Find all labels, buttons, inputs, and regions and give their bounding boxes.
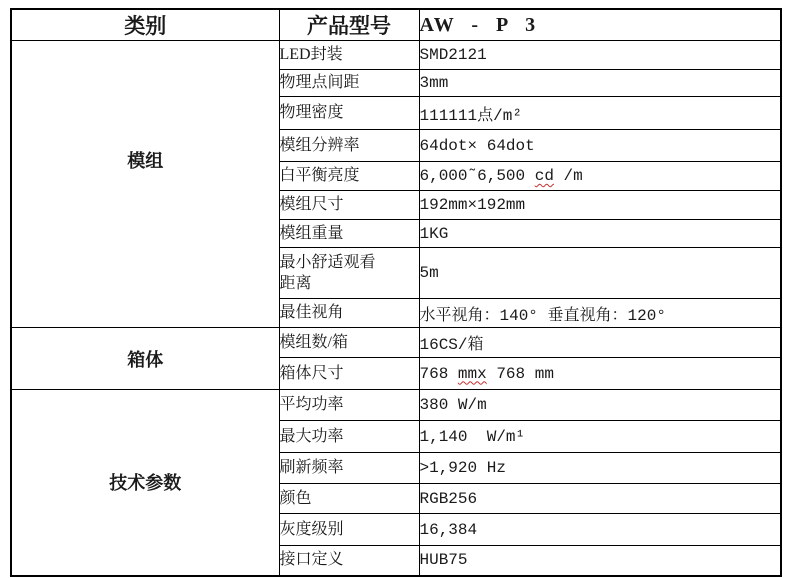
category-label: 模组 bbox=[127, 151, 164, 171]
category-label: 技术参数 bbox=[109, 473, 182, 494]
spec-label: 模组数/箱 bbox=[279, 328, 419, 358]
header-product-model: 产品型号 bbox=[279, 9, 419, 41]
spec-label: 模组重量 bbox=[279, 220, 419, 248]
spec-table bbox=[10, 8, 782, 577]
spellcheck-underlined-text: mmx bbox=[457, 364, 487, 383]
spec-value: 111111点/m² bbox=[419, 97, 781, 130]
category-cell-tech-params bbox=[11, 390, 279, 576]
spec-value: 3mm bbox=[419, 70, 781, 97]
label-text: 最小舒适观看距离 bbox=[279, 254, 376, 292]
category-cell-cabinet bbox=[11, 328, 279, 390]
value-text: 768 mm bbox=[486, 364, 554, 383]
spec-label: 箱体尺寸 bbox=[279, 358, 419, 390]
header-category: 类别 bbox=[11, 9, 279, 41]
spec-label: 平均功率 bbox=[279, 390, 419, 421]
spec-label: 白平衡亮度 bbox=[279, 162, 419, 191]
spec-label bbox=[279, 248, 419, 299]
spec-label: 颜色 bbox=[279, 484, 419, 514]
spec-value: 64dot× 64dot bbox=[419, 130, 781, 162]
spec-value bbox=[419, 358, 781, 390]
spec-label: 最佳视角 bbox=[279, 299, 419, 328]
category-label: 箱体 bbox=[127, 349, 164, 370]
spec-value: RGB256 bbox=[419, 484, 781, 514]
spec-value: 1,140 W/m¹ bbox=[419, 421, 781, 453]
spec-value: 水平视角：140° 垂直视角：120° bbox=[419, 299, 781, 328]
header-row bbox=[11, 9, 781, 41]
spec-value: 192mm×192mm bbox=[419, 191, 781, 220]
spellcheck-underlined-text: cd bbox=[534, 167, 554, 185]
spec-value: 5m bbox=[419, 248, 781, 299]
spec-label: 模组分辨率 bbox=[279, 130, 419, 162]
spec-label: 物理密度 bbox=[279, 97, 419, 130]
table-row bbox=[11, 390, 781, 421]
value-text: 768 bbox=[419, 364, 458, 383]
spec-value: HUB75 bbox=[419, 546, 781, 576]
spec-label: 接口定义 bbox=[279, 546, 419, 576]
spec-value: 1KG bbox=[419, 220, 781, 248]
spec-value: 16,384 bbox=[419, 514, 781, 546]
value-text: /m bbox=[553, 167, 583, 185]
header-model-value: AW - P 3 bbox=[419, 9, 781, 41]
spec-value: >1,920 Hz bbox=[419, 453, 781, 484]
spec-label: 最大功率 bbox=[279, 421, 419, 453]
spec-value bbox=[419, 162, 781, 191]
spec-value: SMD2121 bbox=[419, 41, 781, 70]
spec-label: 模组尺寸 bbox=[279, 191, 419, 220]
spec-label: 物理点间距 bbox=[279, 70, 419, 97]
table-row bbox=[11, 41, 781, 70]
spec-label: 灰度级别 bbox=[279, 514, 419, 546]
spec-label: LED封装 bbox=[279, 41, 419, 70]
spec-value: 16CS/箱 bbox=[419, 328, 781, 358]
spec-value: 380 W/m bbox=[419, 390, 781, 421]
spec-label: 刷新频率 bbox=[279, 453, 419, 484]
value-text: 6,000˜6,500 bbox=[419, 167, 535, 185]
table-row bbox=[11, 328, 781, 358]
category-cell-module bbox=[11, 41, 279, 328]
